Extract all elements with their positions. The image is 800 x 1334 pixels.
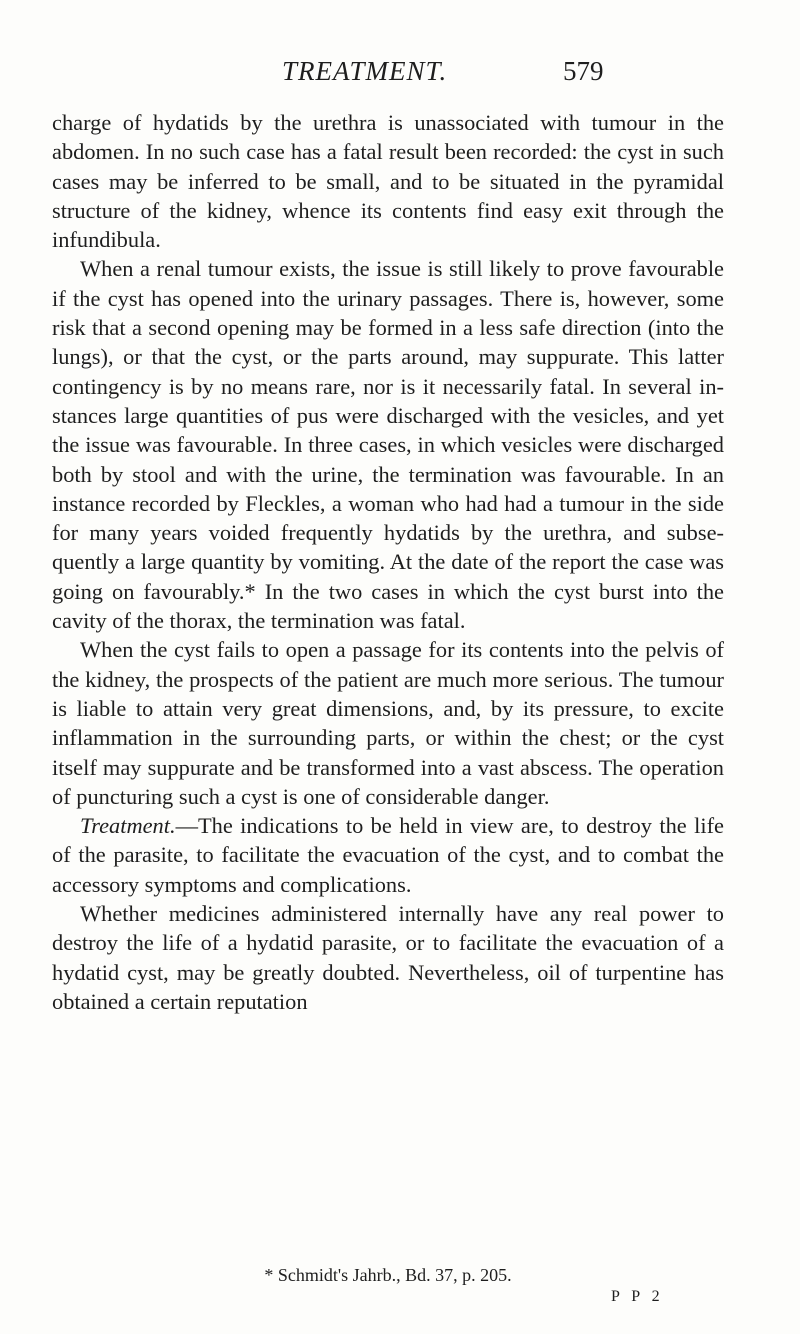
paragraph-1: charge of hydatids by the urethra is unassociated with tumour in the abdomen. In no such case has a fatal result been recorded: the cyst in such cases may be inferred to be small, and to be situated in the pyramidal structure of the kidney, whence its contents find easy exit through the infundibula. [52, 110, 724, 253]
footnote: * Schmidt's Jahrb., Bd. 37, p. 205. [264, 1265, 512, 1285]
paragraph-treatment [52, 811, 724, 899]
running-head [0, 56, 800, 96]
running-title: TREATMENT. [282, 56, 448, 86]
page-number: 579 [563, 56, 604, 86]
paragraph-5: Whether medicines administered internally have any real power to destroy the life of a hydatid parasite, or to facilitate the evacuation of a hydatid cyst, may be greatly doubted. Nevertheless, oil of turpentine has obtained a certain reputation [52, 901, 724, 1014]
paragraph-2: When a renal tumour exists, the issue is still likely to prove favourable if the cyst has opened into the urinary passages. There is, however, some risk that a second opening may be formed in a less safe direction (into the lungs), or that the cyst, or the parts around, may suppurate. This latter contingency is by no means rare, nor is it necessarily fatal. In several instances large quantities of pus were discharged with the vesicles, and yet the issue was favourable. In three cases, in which vesicles were discharged both by stool and with the urine, the termination was favourable. In an instance recorded by Fleckles, a woman who had had a tumour in the side for many years voided frequently hydatids by the urethra, and subsequently a large quantity by vomiting. At the date of the report the case was going on favourably.* In the two cases in which the cyst burst into the cavity of the thorax, the termination was fatal. [52, 256, 724, 634]
paragraph-3: When the cyst fails to open a passage for its contents into the pelvis of the kidney, the prospects of the patient are much more serious. The tumour is liable to attain very great dimensions, and, by its pressure, to excite inflammation in the surrounding parts, or within the chest; or the cyst itself may suppurate and be transformed into a vast abscess. The operation of puncturing such a cyst is one of considerable danger. [52, 637, 724, 809]
signature-mark: P P 2 [611, 1288, 664, 1305]
body-text [52, 108, 724, 1016]
treatment-heading: Treatment. [80, 813, 176, 839]
treatment-text: —The indications to be held in view are, to destroy the life of the parasite, to facilitate the evacuation of the cyst, and to combat the accessory symptoms and complications. [52, 813, 724, 897]
